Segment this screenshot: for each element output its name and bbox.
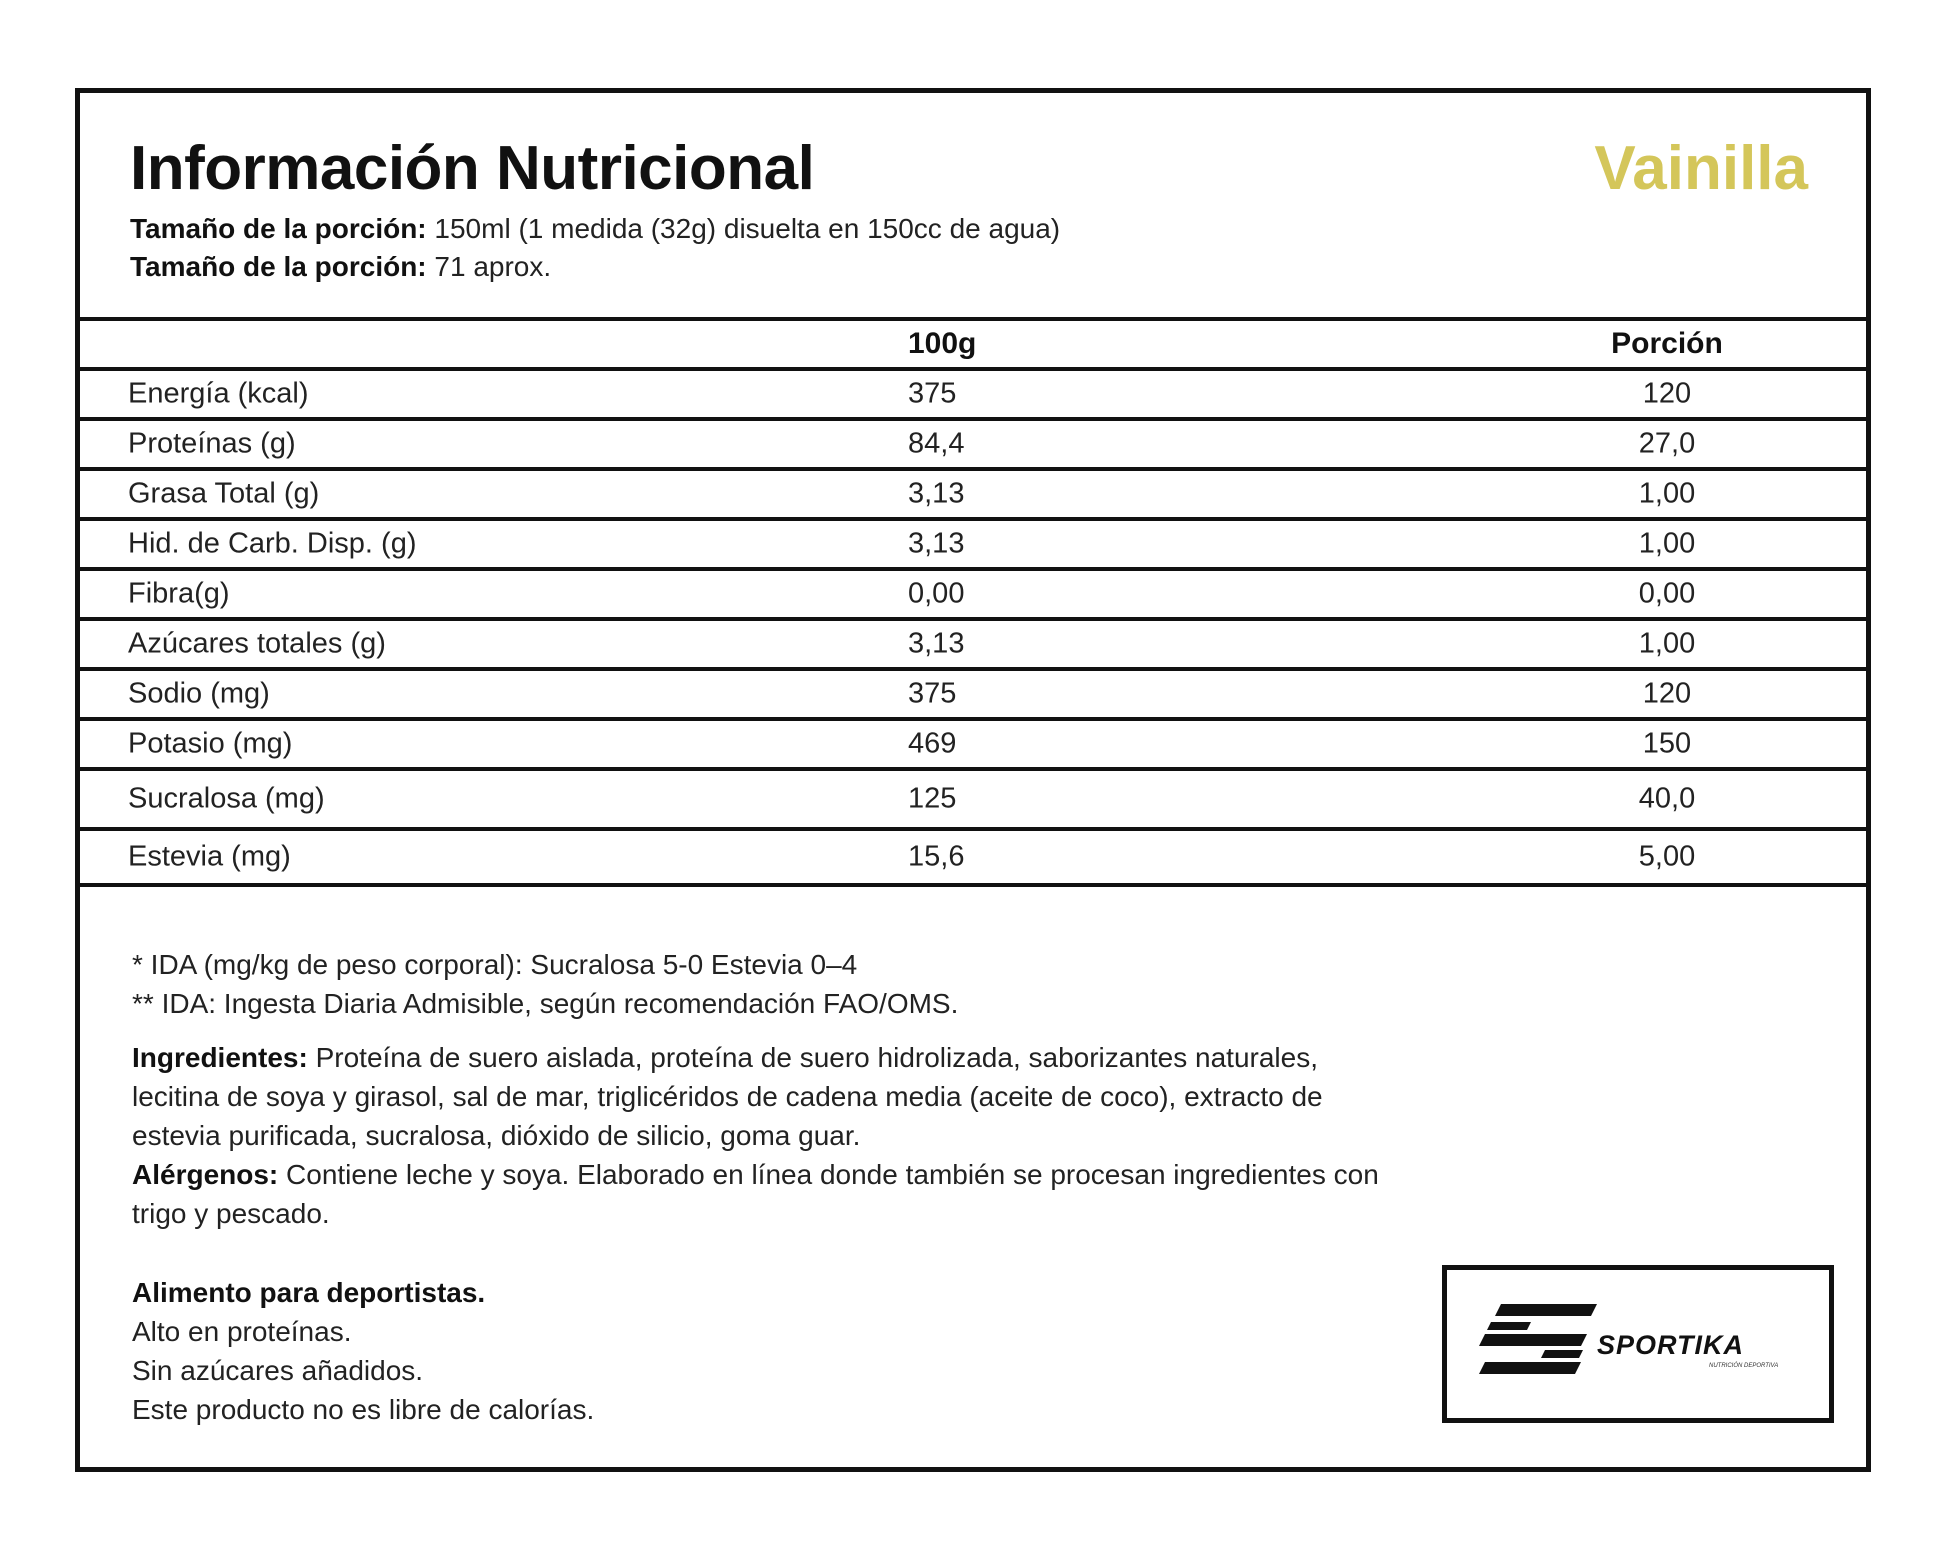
nutrient-label: Hid. de Carb. Disp. (g)	[128, 527, 417, 560]
servings-per-container-line	[130, 251, 551, 283]
table-row	[80, 617, 1866, 667]
table-row	[80, 667, 1866, 717]
allergens-label: Alérgenos:	[132, 1159, 279, 1190]
brand-logo-box	[1442, 1265, 1834, 1423]
claim-line: Sin azúcares añadidos.	[132, 1355, 424, 1386]
value-100g: 84,4	[908, 427, 965, 460]
value-100g: 375	[908, 677, 957, 710]
nutrient-label: Grasa Total (g)	[128, 477, 320, 510]
ingredients-paragraph	[132, 1038, 1392, 1155]
nutrient-label: Proteínas (g)	[128, 427, 296, 460]
nutrient-label: Fibra(g)	[128, 577, 230, 610]
table-row	[80, 467, 1866, 517]
claim-line: Este producto no es libre de calorías.	[132, 1394, 595, 1425]
value-100g: 3,13	[908, 627, 965, 660]
value-portion: 5,00	[1638, 840, 1696, 873]
value-portion: 120	[1642, 677, 1692, 710]
value-100g: 15,6	[908, 840, 965, 873]
sportika-logo-icon	[1479, 1304, 1597, 1374]
brand-tagline: NUTRICIÓN DEPORTIVA	[1709, 1363, 1779, 1369]
value-100g: 3,13	[908, 477, 965, 510]
ida-note-1: * IDA (mg/kg de peso corporal): Sucralosa 5-0 Estevia 0–4	[132, 949, 858, 980]
value-100g: 0,00	[908, 577, 965, 610]
serving-size-label: Tamaño de la porción:	[130, 213, 427, 244]
value-portion: 120	[1642, 377, 1692, 410]
servings-per-container-label: Tamaño de la porción:	[130, 251, 427, 282]
value-100g: 469	[908, 727, 957, 760]
allergens-text: Contiene leche y soya. Elaborado en línea donde también se procesan ingredientes con trigo y pescado.	[132, 1159, 1379, 1229]
nutrition-panel	[75, 88, 1871, 1472]
value-100g: 125	[908, 782, 957, 815]
ingredients-block	[132, 1038, 1392, 1233]
nutrient-label: Energía (kcal)	[128, 377, 309, 410]
claims-heading: Alimento para deportistas.	[132, 1277, 486, 1308]
nutrient-label: Sodio (mg)	[128, 677, 270, 710]
value-portion: 40,0	[1638, 782, 1696, 815]
value-portion: 150	[1642, 727, 1692, 760]
nutrient-label: Azúcares totales (g)	[128, 627, 386, 660]
serving-size-line	[130, 213, 1060, 245]
table-row	[80, 767, 1866, 827]
column-header-portion: Porción	[1611, 327, 1723, 360]
value-portion: 1,00	[1638, 527, 1696, 560]
product-claims	[132, 1273, 594, 1429]
servings-per-container-value: 71 aprox.	[434, 251, 552, 282]
table-row	[80, 417, 1866, 467]
ida-note-2: ** IDA: Ingesta Diaria Admisible, según recomendación FAO/OMS.	[132, 988, 959, 1019]
table-row	[80, 517, 1866, 567]
table-header-row	[80, 317, 1866, 367]
page-title: Información Nutricional	[130, 134, 815, 203]
value-portion: 27,0	[1638, 427, 1696, 460]
allergens-paragraph	[132, 1155, 1392, 1233]
claim-line: Alto en proteínas.	[132, 1316, 352, 1347]
brand-name: SPORTIKA	[1597, 1330, 1745, 1360]
nutrient-label: Sucralosa (mg)	[128, 782, 325, 815]
ingredients-label: Ingredientes:	[132, 1042, 308, 1073]
table-row	[80, 367, 1866, 417]
value-portion: 0,00	[1638, 577, 1696, 610]
value-100g: 3,13	[908, 527, 965, 560]
nutrition-table	[80, 317, 1866, 887]
table-row	[80, 567, 1866, 617]
value-100g: 375	[908, 377, 957, 410]
nutrient-label: Estevia (mg)	[128, 840, 291, 873]
ida-notes	[132, 945, 958, 1023]
value-portion: 1,00	[1638, 477, 1696, 510]
nutrient-label: Potasio (mg)	[128, 727, 293, 760]
table-row	[80, 827, 1866, 887]
column-header-100g: 100g	[908, 327, 977, 360]
value-portion: 1,00	[1638, 627, 1696, 660]
serving-size-value: 150ml (1 medida (32g) disuelta en 150cc de agua)	[434, 213, 1061, 244]
flavor-label: Vainilla	[1594, 134, 1808, 203]
ingredients-text: Proteína de suero aislada, proteína de suero hidrolizada, saborizantes naturales, lecitina de soya y girasol, sal de mar, triglicéridos de cadena media (aceite de coco), extracto de estevia purificada, sucralosa, dióxido de silicio, goma guar.	[132, 1042, 1323, 1151]
table-row	[80, 717, 1866, 767]
